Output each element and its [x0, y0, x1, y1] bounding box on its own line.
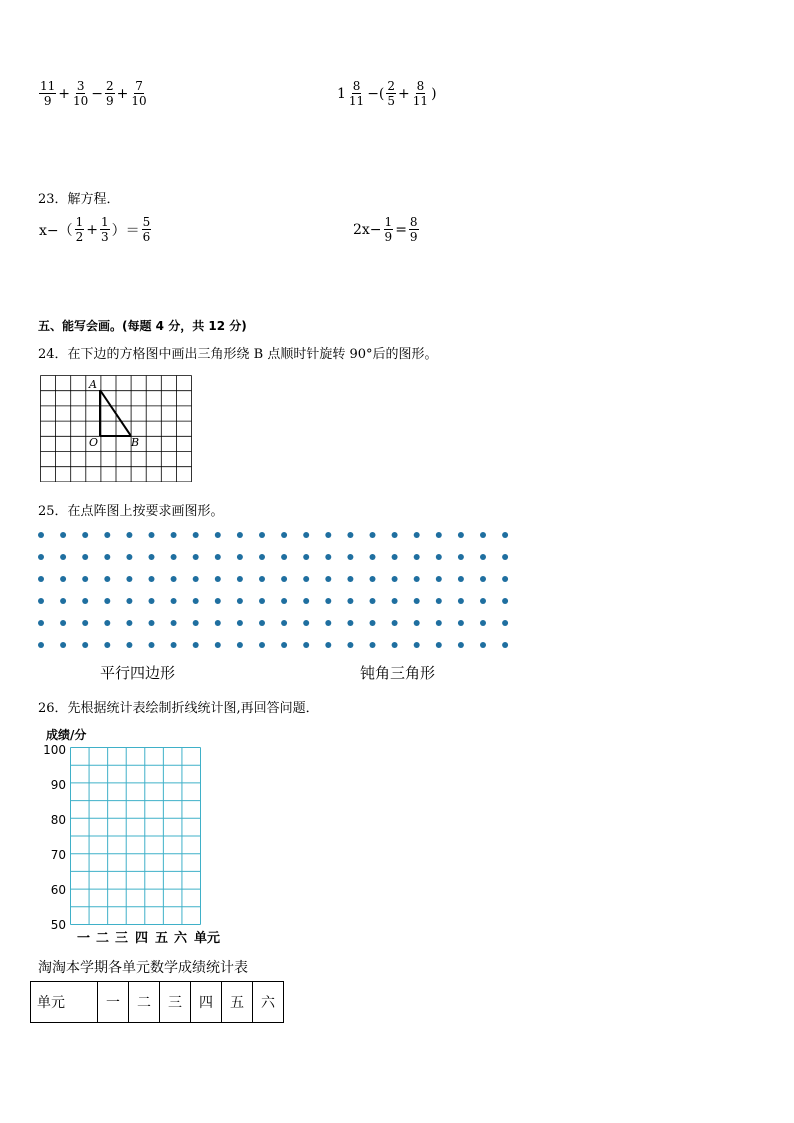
equation-1	[38, 216, 152, 243]
grid-dot[interactable]	[60, 554, 66, 560]
grid-dot[interactable]	[502, 620, 508, 626]
section-5-title: 五、能写会画。(每题 4 分，共 12 分)	[38, 319, 247, 333]
grid-dot[interactable]	[215, 532, 221, 538]
grid-dot[interactable]	[370, 642, 376, 648]
grid-dot[interactable]	[259, 576, 265, 582]
denominator: 2	[75, 230, 84, 244]
eq1-fraction	[100, 216, 110, 243]
table-header-cell: 二	[129, 982, 160, 1023]
grid-dot[interactable]	[237, 532, 243, 538]
numerator: 3	[76, 79, 85, 93]
grid-dot[interactable]	[237, 642, 243, 648]
point-label-o: O	[89, 436, 99, 449]
denominator: 11	[348, 94, 365, 108]
grid-dot[interactable]	[458, 554, 464, 560]
grid-dot[interactable]	[502, 532, 508, 538]
grid-dot[interactable]	[126, 598, 132, 604]
grid-dot[interactable]	[281, 642, 287, 648]
grid-dot[interactable]	[458, 576, 464, 582]
expr2-fraction	[348, 80, 365, 107]
grid-dot[interactable]	[458, 642, 464, 648]
grid-dot[interactable]	[392, 532, 398, 538]
denominator: 10	[131, 94, 147, 108]
grid-dot[interactable]	[281, 576, 287, 582]
grid-dot[interactable]	[193, 642, 199, 648]
grid-dot[interactable]	[60, 532, 66, 538]
grid-dot[interactable]	[237, 598, 243, 604]
grid-dot[interactable]	[303, 554, 309, 560]
grid-dot[interactable]	[193, 576, 199, 582]
grid-dot[interactable]	[325, 532, 331, 538]
expr2-fraction	[412, 80, 429, 107]
eq2-fraction	[384, 216, 394, 243]
grid-dot[interactable]	[325, 554, 331, 560]
y-tick-label: 70	[50, 848, 66, 862]
grid-dot[interactable]	[215, 620, 221, 626]
denominator: 6	[142, 230, 151, 244]
expr2-operator: )	[431, 85, 437, 102]
grid-dot[interactable]	[303, 642, 309, 648]
x-tick-label: 三	[115, 931, 129, 946]
grid-dot[interactable]	[436, 532, 442, 538]
table-header-row	[31, 982, 284, 1023]
grid-dot[interactable]	[38, 554, 44, 560]
grid-dot[interactable]	[347, 620, 353, 626]
grid-dot[interactable]	[215, 598, 221, 604]
rotation-grid[interactable]	[40, 375, 192, 482]
grid-dot[interactable]	[60, 598, 66, 604]
eq2-fraction	[409, 216, 419, 243]
denominator: 9	[409, 230, 418, 244]
expr2-operator: −(	[367, 85, 385, 102]
table-header-cell: 一	[98, 982, 129, 1023]
y-tick-label: 90	[50, 778, 66, 792]
grid-dot[interactable]	[215, 554, 221, 560]
grid-dot[interactable]	[237, 576, 243, 582]
eq1-fraction	[75, 216, 85, 243]
grid-dot[interactable]	[414, 620, 420, 626]
table-header-cell: 五	[222, 982, 253, 1023]
grid-dot[interactable]	[171, 554, 177, 560]
grid-dot[interactable]	[104, 532, 110, 538]
grid-dot[interactable]	[325, 598, 331, 604]
grid-dot[interactable]	[82, 554, 88, 560]
grid-dot[interactable]	[149, 554, 155, 560]
grid-dot[interactable]	[38, 620, 44, 626]
grid-dot[interactable]	[171, 620, 177, 626]
numerator: 8	[416, 79, 425, 93]
grid-dot[interactable]	[347, 642, 353, 648]
grid-dot[interactable]	[82, 576, 88, 582]
grid-dot[interactable]	[126, 642, 132, 648]
denominator: 3	[101, 230, 109, 244]
y-tick-label: 80	[50, 813, 66, 827]
denominator: 11	[412, 94, 429, 108]
grid-dot[interactable]	[414, 554, 420, 560]
grid-dot[interactable]	[436, 642, 442, 648]
score-table	[30, 981, 284, 1023]
grid-dot[interactable]	[502, 642, 508, 648]
expr1-operator: +	[58, 85, 71, 102]
grid-dot[interactable]	[171, 576, 177, 582]
table-title: 淘淘本学期各单元数学成绩统计表	[38, 960, 248, 976]
grid-dot[interactable]	[149, 620, 155, 626]
grid-dot[interactable]	[480, 620, 486, 626]
grid-dot[interactable]	[193, 554, 199, 560]
grid-dot[interactable]	[104, 598, 110, 604]
expr2-operator: +	[398, 85, 410, 102]
grid-dot[interactable]	[193, 532, 199, 538]
grid-dot[interactable]	[414, 532, 420, 538]
x-tick-label: 二	[96, 931, 110, 946]
grid-dot[interactable]	[303, 576, 309, 582]
denominator: 5	[387, 94, 396, 108]
numerator: 8	[409, 215, 418, 229]
expr1-fraction	[39, 80, 56, 107]
grid-dot[interactable]	[303, 532, 309, 538]
grid-dot[interactable]	[259, 598, 265, 604]
expr1-fraction	[72, 80, 89, 107]
numerator: 7	[135, 79, 143, 93]
expr1-fraction	[130, 80, 147, 107]
grid-dot[interactable]	[126, 532, 132, 538]
grid-dot[interactable]	[392, 554, 398, 560]
expr1-operator: −	[91, 85, 104, 102]
y-tick-label: 60	[50, 883, 66, 897]
grid-dot[interactable]	[370, 554, 376, 560]
grid-dot[interactable]	[458, 620, 464, 626]
point-label-b: B	[131, 436, 140, 449]
grid-dot[interactable]	[436, 554, 442, 560]
x-axis-unit-label: 单元	[194, 931, 221, 946]
grid-dot[interactable]	[38, 598, 44, 604]
x-tick-label: 四	[135, 931, 149, 946]
question-23-title: 23．解方程．	[38, 192, 120, 207]
triangle-side-ab	[100, 390, 131, 436]
grid-dot[interactable]	[325, 642, 331, 648]
grid-dot[interactable]	[392, 576, 398, 582]
grid-dot[interactable]	[325, 576, 331, 582]
grid-dot[interactable]	[259, 532, 265, 538]
y-tick-label: 50	[50, 918, 66, 932]
grid-dot[interactable]	[60, 642, 66, 648]
grid-dot[interactable]	[126, 554, 132, 560]
equation-2	[352, 216, 420, 243]
table-header-cell: 三	[160, 982, 191, 1023]
grid-dot[interactable]	[480, 532, 486, 538]
x-tick-label: 一	[77, 931, 91, 946]
grid-dot[interactable]	[82, 620, 88, 626]
grid-dot[interactable]	[82, 642, 88, 648]
grid-dot[interactable]	[82, 532, 88, 538]
grid-dot[interactable]	[303, 620, 309, 626]
label-obtuse-triangle: 钝角三角形	[360, 664, 436, 682]
grid-dot[interactable]	[480, 642, 486, 648]
grid-dot[interactable]	[82, 598, 88, 604]
grid-dot[interactable]	[149, 598, 155, 604]
line-chart-grid[interactable]	[70, 747, 201, 925]
eq2-operator: =	[395, 221, 407, 238]
grid-dot[interactable]	[259, 554, 265, 560]
grid-dot[interactable]	[347, 532, 353, 538]
grid-dot[interactable]	[60, 576, 66, 582]
numerator: 1	[101, 215, 109, 229]
grid-dot[interactable]	[502, 598, 508, 604]
grid-dot[interactable]	[38, 576, 44, 582]
grid-dot[interactable]	[347, 576, 353, 582]
grid-dot[interactable]	[259, 642, 265, 648]
grid-dot[interactable]	[104, 620, 110, 626]
grid-dot[interactable]	[370, 598, 376, 604]
denominator: 9	[106, 94, 114, 108]
x-tick-label: 六	[174, 931, 188, 946]
grid-dot[interactable]	[149, 642, 155, 648]
grid-dot[interactable]	[436, 576, 442, 582]
grid-dot[interactable]	[38, 532, 44, 538]
grid-dot[interactable]	[480, 598, 486, 604]
grid-dot[interactable]	[325, 620, 331, 626]
grid-dot[interactable]	[259, 620, 265, 626]
grid-dot[interactable]	[392, 620, 398, 626]
grid-dot[interactable]	[370, 576, 376, 582]
grid-dot[interactable]	[347, 598, 353, 604]
grid-dot[interactable]	[193, 620, 199, 626]
grid-dot[interactable]	[237, 554, 243, 560]
numerator: 2	[106, 79, 114, 93]
grid-dot[interactable]	[126, 576, 132, 582]
grid-dot[interactable]	[281, 598, 287, 604]
grid-dot[interactable]	[414, 576, 420, 582]
grid-dot[interactable]	[171, 642, 177, 648]
eq1-operator: x−（	[39, 222, 73, 239]
grid-dot[interactable]	[281, 620, 287, 626]
expr1-operator: +	[116, 85, 129, 102]
numerator: 1	[75, 215, 84, 229]
x-tick-label: 五	[155, 931, 169, 946]
grid-dot[interactable]	[502, 554, 508, 560]
numerator: 11	[40, 79, 56, 93]
y-axis-label: 成绩/分	[46, 728, 87, 742]
question-24-title: 24．在下边的方格图中画出三角形绕 B 点顺时针旋转 90°后的图形。	[38, 347, 438, 362]
grid-dot[interactable]	[414, 598, 420, 604]
grid-dot[interactable]	[392, 642, 398, 648]
eq1-fraction	[142, 216, 152, 243]
grid-dot[interactable]	[281, 532, 287, 538]
grid-dot[interactable]	[215, 642, 221, 648]
grid-dot[interactable]	[370, 532, 376, 538]
denominator: 10	[73, 94, 89, 108]
grid-dot[interactable]	[60, 620, 66, 626]
grid-dot[interactable]	[104, 554, 110, 560]
numerator: 2	[387, 79, 396, 93]
grid-dot[interactable]	[171, 598, 177, 604]
grid-dot[interactable]	[436, 620, 442, 626]
numerator: 8	[352, 79, 361, 93]
numerator: 1	[384, 215, 393, 229]
grid-dot[interactable]	[303, 598, 309, 604]
grid-dot[interactable]	[414, 642, 420, 648]
grid-dot[interactable]	[480, 576, 486, 582]
eq1-operator: +	[86, 221, 99, 238]
grid-dot[interactable]	[149, 532, 155, 538]
expr2-fraction	[386, 80, 396, 107]
dot-grid[interactable]	[34, 528, 518, 652]
label-parallelogram: 平行四边形	[100, 664, 176, 682]
grid-dot[interactable]	[436, 598, 442, 604]
grid-dot[interactable]	[104, 576, 110, 582]
expression-2	[336, 80, 438, 107]
grid-dot[interactable]	[347, 554, 353, 560]
question-26-title: 26．先根据统计表绘制折线统计图,再回答问题．	[38, 701, 319, 716]
point-label-a: A	[89, 378, 97, 391]
denominator: 9	[43, 94, 52, 108]
y-tick-label: 100	[43, 743, 66, 757]
grid-dot[interactable]	[171, 532, 177, 538]
grid-dot[interactable]	[458, 532, 464, 538]
eq2-operator: 2x−	[353, 221, 382, 238]
grid-dot[interactable]	[149, 576, 155, 582]
table-row-header: 单元	[31, 982, 98, 1023]
grid-dot[interactable]	[370, 620, 376, 626]
expression-1	[38, 80, 149, 107]
grid-dot[interactable]	[126, 620, 132, 626]
grid-dot[interactable]	[458, 598, 464, 604]
eq1-operator: ）＝	[111, 222, 140, 239]
grid-dot[interactable]	[193, 598, 199, 604]
grid-dot[interactable]	[104, 642, 110, 648]
table-header-cell: 六	[253, 982, 284, 1023]
grid-dot[interactable]	[281, 554, 287, 560]
grid-dot[interactable]	[502, 576, 508, 582]
grid-dot[interactable]	[392, 598, 398, 604]
table-header-cell: 四	[191, 982, 222, 1023]
expr1-fraction	[105, 80, 115, 107]
expr2-operator: 1	[337, 85, 346, 102]
grid-dot[interactable]	[480, 554, 486, 560]
grid-dot[interactable]	[215, 576, 221, 582]
denominator: 9	[384, 230, 393, 244]
grid-dot[interactable]	[237, 620, 243, 626]
question-25-title: 25．在点阵图上按要求画图形。	[38, 504, 224, 519]
grid-dot[interactable]	[38, 642, 44, 648]
numerator: 5	[142, 215, 151, 229]
